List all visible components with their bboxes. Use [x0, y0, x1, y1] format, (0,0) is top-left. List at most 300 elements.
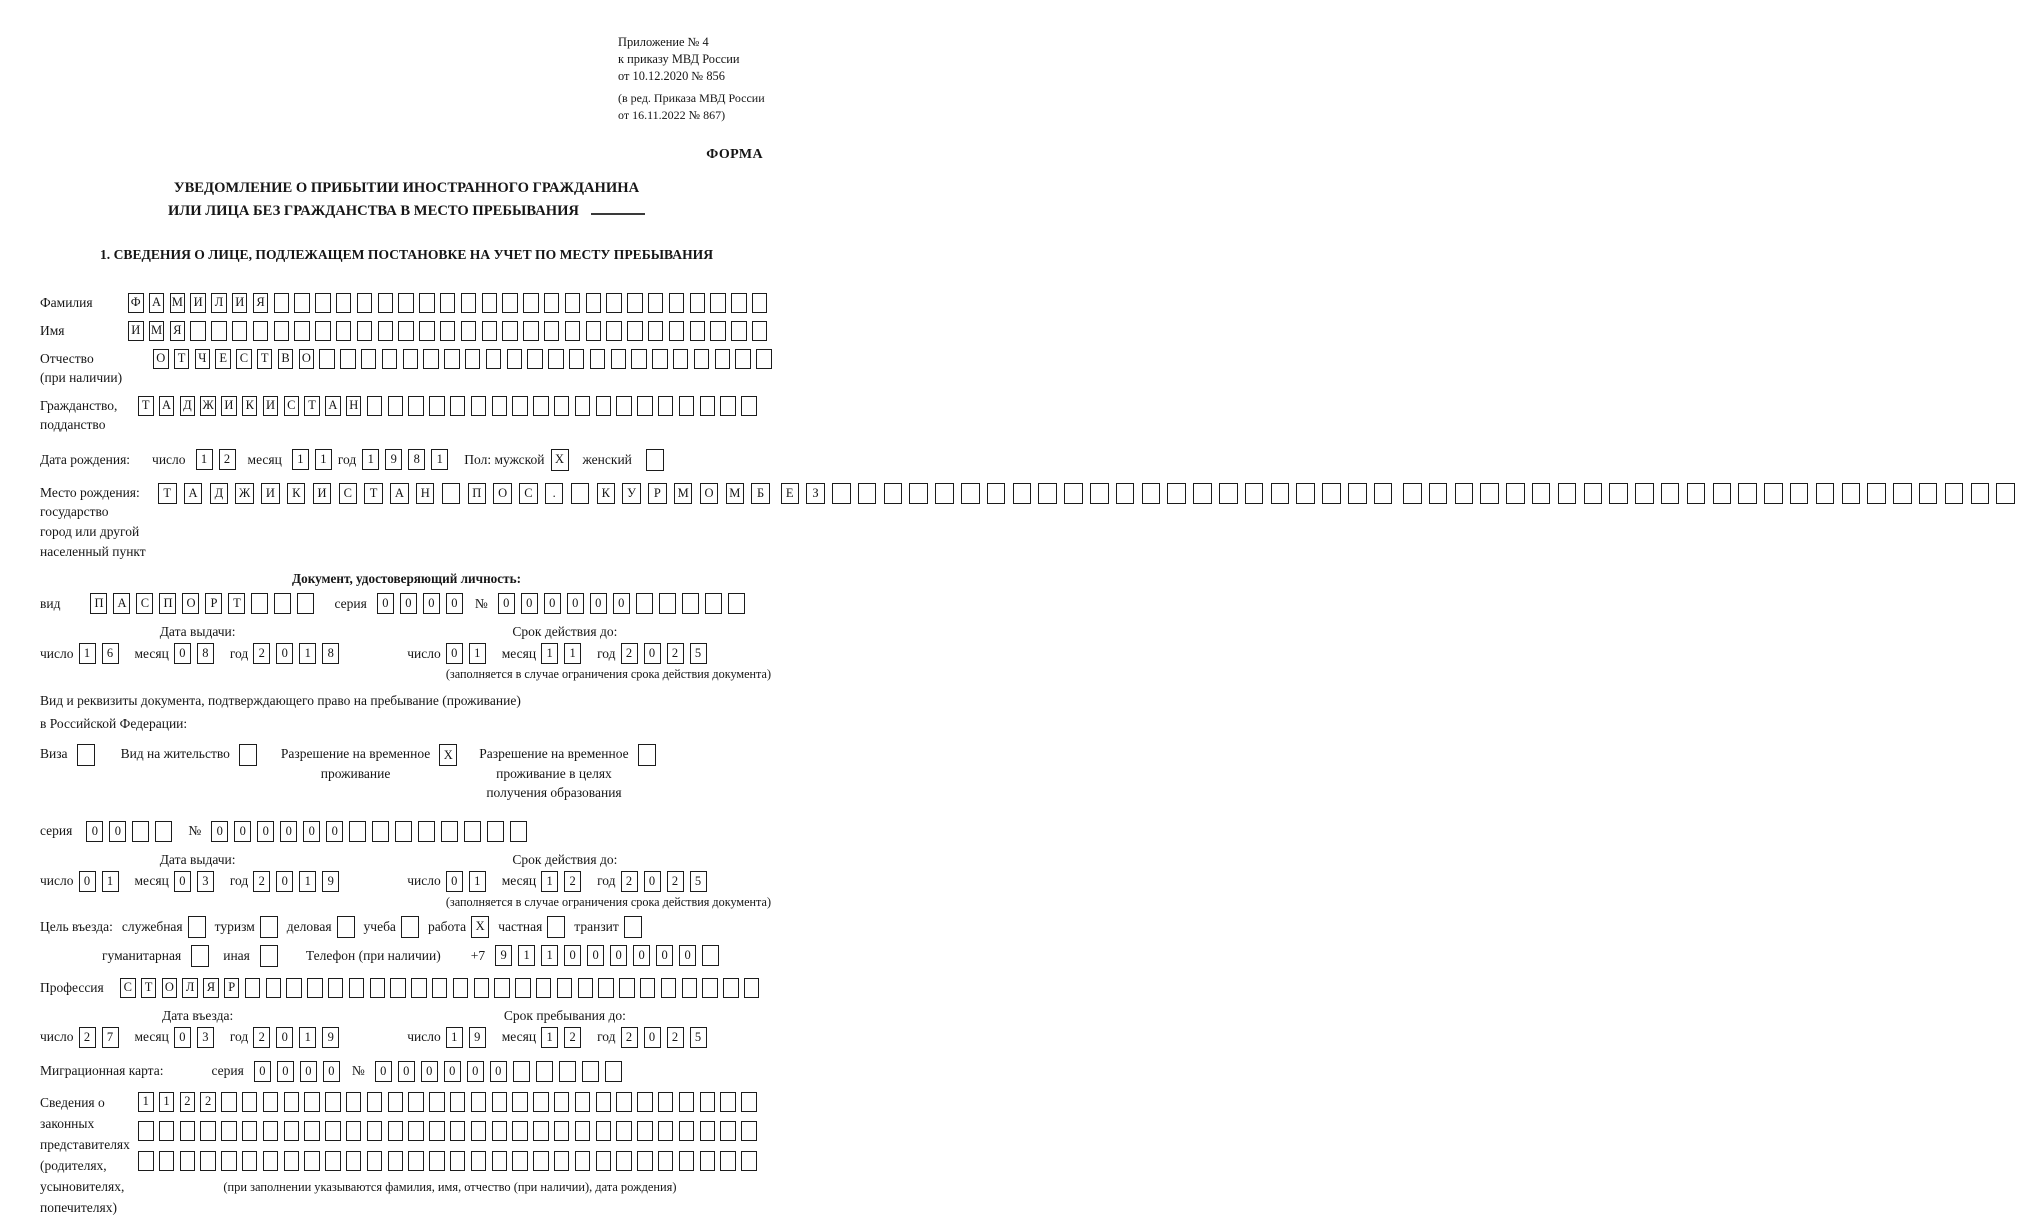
char-cell[interactable]: [450, 1151, 466, 1171]
char-cell[interactable]: 0: [446, 593, 463, 614]
char-cell[interactable]: [575, 396, 591, 416]
char-cell[interactable]: [679, 396, 695, 416]
char-cell[interactable]: 0: [303, 821, 320, 842]
char-cell[interactable]: [510, 821, 527, 842]
char-cell[interactable]: [1506, 483, 1525, 504]
char-cell[interactable]: [411, 978, 427, 998]
char-cell[interactable]: [440, 293, 456, 313]
char-cell[interactable]: [559, 1061, 576, 1082]
char-cell[interactable]: 9: [322, 871, 339, 892]
char-cell[interactable]: [596, 1121, 612, 1141]
char-cell[interactable]: [596, 1151, 612, 1171]
char-cell[interactable]: [582, 1061, 599, 1082]
char-cell[interactable]: [388, 396, 404, 416]
char-cell[interactable]: .: [545, 483, 564, 504]
char-cell[interactable]: [533, 396, 549, 416]
char-cell[interactable]: К: [242, 396, 258, 416]
char-cell[interactable]: [527, 349, 543, 369]
char-cell[interactable]: [315, 321, 331, 341]
char-cell[interactable]: [378, 293, 394, 313]
char-cell[interactable]: 1: [518, 945, 535, 966]
char-cell[interactable]: О: [153, 349, 169, 369]
char-cell[interactable]: [590, 349, 606, 369]
char-cell[interactable]: [669, 321, 685, 341]
char-cell[interactable]: [253, 321, 269, 341]
char-cell[interactable]: 1: [469, 871, 486, 892]
char-cell[interactable]: [191, 945, 209, 967]
char-cell[interactable]: Д: [210, 483, 229, 504]
char-cell[interactable]: [328, 978, 344, 998]
char-cell[interactable]: 1: [315, 449, 332, 470]
char-cell[interactable]: [741, 1092, 757, 1112]
char-cell[interactable]: [659, 593, 676, 614]
char-cell[interactable]: [710, 321, 726, 341]
char-cell[interactable]: Б: [751, 483, 770, 504]
char-cell[interactable]: [211, 321, 227, 341]
char-cell[interactable]: [180, 1151, 196, 1171]
char-cell[interactable]: [715, 349, 731, 369]
char-cell[interactable]: [492, 396, 508, 416]
char-cell[interactable]: [482, 321, 498, 341]
char-cell[interactable]: 1: [541, 871, 558, 892]
char-cell[interactable]: И: [221, 396, 237, 416]
char-cell[interactable]: [596, 1092, 612, 1112]
char-cell[interactable]: 0: [544, 593, 561, 614]
char-cell[interactable]: И: [128, 321, 144, 341]
char-cell[interactable]: [442, 483, 461, 504]
char-cell[interactable]: [502, 293, 518, 313]
char-cell[interactable]: 2: [253, 871, 270, 892]
char-cell[interactable]: 2: [667, 1027, 684, 1048]
char-cell[interactable]: [408, 1151, 424, 1171]
char-cell[interactable]: [251, 593, 268, 614]
char-cell[interactable]: 1: [541, 643, 558, 664]
char-cell[interactable]: 2: [79, 1027, 96, 1048]
char-cell[interactable]: [221, 1121, 237, 1141]
char-cell[interactable]: [388, 1151, 404, 1171]
char-cell[interactable]: [260, 945, 278, 967]
char-cell[interactable]: [631, 349, 647, 369]
char-cell[interactable]: 2: [564, 1027, 581, 1048]
char-cell[interactable]: З: [806, 483, 825, 504]
char-cell[interactable]: [346, 1092, 362, 1112]
char-cell[interactable]: [735, 349, 751, 369]
char-cell[interactable]: С: [120, 978, 136, 998]
char-cell[interactable]: И: [232, 293, 248, 313]
char-cell[interactable]: Т: [304, 396, 320, 416]
char-cell[interactable]: [408, 396, 424, 416]
char-cell[interactable]: [679, 1092, 695, 1112]
char-cell[interactable]: [1219, 483, 1238, 504]
char-cell[interactable]: Р: [224, 978, 240, 998]
char-cell[interactable]: [624, 916, 642, 938]
char-cell[interactable]: [616, 1121, 632, 1141]
char-cell[interactable]: [1167, 483, 1186, 504]
char-cell[interactable]: [200, 1151, 216, 1171]
char-cell[interactable]: [159, 1121, 175, 1141]
char-cell[interactable]: [441, 821, 458, 842]
char-cell[interactable]: [159, 1151, 175, 1171]
char-cell[interactable]: [361, 349, 377, 369]
char-cell[interactable]: 8: [408, 449, 425, 470]
char-cell[interactable]: [1661, 483, 1680, 504]
char-cell[interactable]: [1764, 483, 1783, 504]
char-cell[interactable]: [242, 1151, 258, 1171]
char-cell[interactable]: [1971, 483, 1990, 504]
char-cell[interactable]: [700, 1092, 716, 1112]
char-cell[interactable]: [1635, 483, 1654, 504]
char-cell[interactable]: С: [136, 593, 153, 614]
char-cell[interactable]: О: [182, 593, 199, 614]
char-cell[interactable]: 3: [197, 1027, 214, 1048]
char-cell[interactable]: 9: [495, 945, 512, 966]
char-cell[interactable]: 5: [690, 871, 707, 892]
char-cell[interactable]: 0: [174, 1027, 191, 1048]
char-cell[interactable]: [1558, 483, 1577, 504]
char-cell[interactable]: [575, 1121, 591, 1141]
char-cell[interactable]: [395, 821, 412, 842]
char-cell[interactable]: [832, 483, 851, 504]
char-cell[interactable]: 2: [180, 1092, 196, 1112]
char-cell[interactable]: [245, 978, 261, 998]
char-cell[interactable]: [720, 396, 736, 416]
char-cell[interactable]: 0: [446, 871, 463, 892]
char-cell[interactable]: И: [263, 396, 279, 416]
char-cell[interactable]: [616, 1151, 632, 1171]
char-cell[interactable]: [378, 321, 394, 341]
char-cell[interactable]: 0: [644, 643, 661, 664]
char-cell[interactable]: [1374, 483, 1393, 504]
char-cell[interactable]: 0: [610, 945, 627, 966]
char-cell[interactable]: [652, 349, 668, 369]
char-cell[interactable]: [372, 821, 389, 842]
char-cell[interactable]: [304, 1121, 320, 1141]
char-cell[interactable]: Е: [215, 349, 231, 369]
char-cell[interactable]: [673, 349, 689, 369]
char-cell[interactable]: [578, 978, 594, 998]
char-cell[interactable]: 1: [299, 871, 316, 892]
char-cell[interactable]: 0: [444, 1061, 461, 1082]
char-cell[interactable]: [242, 1092, 258, 1112]
char-cell[interactable]: [1038, 483, 1057, 504]
char-cell[interactable]: [398, 321, 414, 341]
char-cell[interactable]: [294, 321, 310, 341]
char-cell[interactable]: [486, 349, 502, 369]
char-cell[interactable]: [357, 293, 373, 313]
char-cell[interactable]: [536, 978, 552, 998]
char-cell[interactable]: [1996, 483, 2015, 504]
char-cell[interactable]: У: [622, 483, 641, 504]
char-cell[interactable]: 0: [521, 593, 538, 614]
char-cell[interactable]: [648, 293, 664, 313]
char-cell[interactable]: [429, 396, 445, 416]
char-cell[interactable]: [471, 1092, 487, 1112]
char-cell[interactable]: [1893, 483, 1912, 504]
char-cell[interactable]: Н: [416, 483, 435, 504]
char-cell[interactable]: 2: [253, 1027, 270, 1048]
char-cell[interactable]: [756, 349, 772, 369]
char-cell[interactable]: [586, 293, 602, 313]
char-cell[interactable]: [720, 1151, 736, 1171]
char-cell[interactable]: Т: [158, 483, 177, 504]
char-cell[interactable]: [1271, 483, 1290, 504]
char-cell[interactable]: [616, 396, 632, 416]
char-cell[interactable]: 2: [621, 871, 638, 892]
char-cell[interactable]: [554, 1092, 570, 1112]
char-cell[interactable]: [565, 321, 581, 341]
char-cell[interactable]: М: [170, 293, 186, 313]
char-cell[interactable]: [640, 978, 656, 998]
char-cell[interactable]: [961, 483, 980, 504]
char-cell[interactable]: Ж: [200, 396, 216, 416]
char-cell[interactable]: [357, 321, 373, 341]
char-cell[interactable]: [337, 916, 355, 938]
char-cell[interactable]: А: [113, 593, 130, 614]
char-cell[interactable]: [284, 1151, 300, 1171]
char-cell[interactable]: [606, 321, 622, 341]
char-cell[interactable]: [512, 1092, 528, 1112]
char-cell[interactable]: 0: [423, 593, 440, 614]
char-cell[interactable]: [1816, 483, 1835, 504]
char-cell[interactable]: 8: [322, 643, 339, 664]
char-cell[interactable]: [349, 978, 365, 998]
char-cell[interactable]: А: [184, 483, 203, 504]
char-cell[interactable]: 0: [211, 821, 228, 842]
char-cell[interactable]: 0: [587, 945, 604, 966]
char-cell[interactable]: [1945, 483, 1964, 504]
char-cell[interactable]: 1: [446, 1027, 463, 1048]
char-cell[interactable]: 0: [421, 1061, 438, 1082]
char-cell[interactable]: [138, 1151, 154, 1171]
char-cell[interactable]: 0: [277, 1061, 294, 1082]
char-cell[interactable]: 0: [234, 821, 251, 842]
char-cell[interactable]: [1842, 483, 1861, 504]
char-cell[interactable]: [336, 293, 352, 313]
char-cell[interactable]: 2: [621, 643, 638, 664]
char-cell[interactable]: [492, 1121, 508, 1141]
char-cell[interactable]: 1: [431, 449, 448, 470]
char-cell[interactable]: [690, 293, 706, 313]
char-cell[interactable]: 0: [644, 871, 661, 892]
char-cell[interactable]: 9: [322, 1027, 339, 1048]
char-cell[interactable]: 0: [300, 1061, 317, 1082]
char-cell[interactable]: 1: [299, 643, 316, 664]
char-cell[interactable]: [319, 349, 335, 369]
char-cell[interactable]: С: [519, 483, 538, 504]
char-cell[interactable]: И: [261, 483, 280, 504]
char-cell[interactable]: [565, 293, 581, 313]
char-cell[interactable]: Т: [257, 349, 273, 369]
char-cell[interactable]: [679, 1151, 695, 1171]
char-cell[interactable]: [1867, 483, 1886, 504]
char-cell[interactable]: 9: [469, 1027, 486, 1048]
char-cell[interactable]: Р: [648, 483, 667, 504]
char-cell[interactable]: 5: [690, 643, 707, 664]
char-cell[interactable]: [132, 821, 149, 842]
char-cell[interactable]: [138, 1121, 154, 1141]
char-cell[interactable]: Н: [346, 396, 362, 416]
char-cell[interactable]: [638, 744, 656, 766]
char-cell[interactable]: [1429, 483, 1448, 504]
char-cell[interactable]: 0: [79, 871, 96, 892]
char-cell[interactable]: [741, 1151, 757, 1171]
char-cell[interactable]: [450, 1092, 466, 1112]
char-cell[interactable]: [284, 1121, 300, 1141]
char-cell[interactable]: [700, 1121, 716, 1141]
char-cell[interactable]: [408, 1092, 424, 1112]
char-cell[interactable]: [401, 916, 419, 938]
char-cell[interactable]: 0: [280, 821, 297, 842]
char-cell[interactable]: [586, 321, 602, 341]
char-cell[interactable]: [239, 744, 257, 766]
char-cell[interactable]: [606, 293, 622, 313]
char-cell[interactable]: 0: [633, 945, 650, 966]
char-cell[interactable]: [429, 1092, 445, 1112]
char-cell[interactable]: М: [149, 321, 165, 341]
char-cell[interactable]: [1790, 483, 1809, 504]
char-cell[interactable]: 0: [323, 1061, 340, 1082]
char-cell[interactable]: Р: [205, 593, 222, 614]
char-cell[interactable]: [909, 483, 928, 504]
char-cell[interactable]: [557, 978, 573, 998]
char-cell[interactable]: 0: [564, 945, 581, 966]
char-cell[interactable]: [1919, 483, 1938, 504]
char-cell[interactable]: [346, 1151, 362, 1171]
char-cell[interactable]: [221, 1092, 237, 1112]
char-cell[interactable]: [294, 293, 310, 313]
char-cell[interactable]: 1: [469, 643, 486, 664]
char-cell[interactable]: 0: [174, 643, 191, 664]
char-cell[interactable]: [648, 321, 664, 341]
char-cell[interactable]: Ч: [195, 349, 211, 369]
char-cell[interactable]: [1142, 483, 1161, 504]
char-cell[interactable]: [658, 396, 674, 416]
char-cell[interactable]: 0: [644, 1027, 661, 1048]
char-cell[interactable]: С: [339, 483, 358, 504]
char-cell[interactable]: 0: [613, 593, 630, 614]
char-cell[interactable]: [336, 321, 352, 341]
char-cell[interactable]: [474, 978, 490, 998]
char-cell[interactable]: 1: [292, 449, 309, 470]
char-cell[interactable]: [731, 321, 747, 341]
char-cell[interactable]: [512, 396, 528, 416]
char-cell[interactable]: [471, 1121, 487, 1141]
char-cell[interactable]: [286, 978, 302, 998]
char-cell[interactable]: [723, 978, 739, 998]
char-cell[interactable]: И: [190, 293, 206, 313]
char-cell[interactable]: 1: [564, 643, 581, 664]
char-cell[interactable]: [575, 1092, 591, 1112]
char-cell[interactable]: 1: [79, 643, 96, 664]
char-cell[interactable]: [221, 1151, 237, 1171]
char-cell[interactable]: 2: [667, 871, 684, 892]
char-cell[interactable]: [720, 1121, 736, 1141]
char-cell[interactable]: [571, 483, 590, 504]
char-cell[interactable]: [637, 1121, 653, 1141]
char-cell[interactable]: К: [287, 483, 306, 504]
char-cell[interactable]: [884, 483, 903, 504]
char-cell[interactable]: [461, 321, 477, 341]
char-cell[interactable]: 0: [326, 821, 343, 842]
char-cell[interactable]: 2: [564, 871, 581, 892]
char-cell[interactable]: [513, 1061, 530, 1082]
char-cell[interactable]: П: [159, 593, 176, 614]
char-cell[interactable]: 2: [219, 449, 236, 470]
char-cell[interactable]: 0: [679, 945, 696, 966]
char-cell[interactable]: А: [149, 293, 165, 313]
char-cell[interactable]: Т: [141, 978, 157, 998]
char-cell[interactable]: [408, 1121, 424, 1141]
char-cell[interactable]: С: [236, 349, 252, 369]
char-cell[interactable]: [349, 821, 366, 842]
char-cell[interactable]: [190, 321, 206, 341]
char-cell[interactable]: 9: [385, 449, 402, 470]
char-cell[interactable]: [274, 593, 291, 614]
char-cell[interactable]: 2: [621, 1027, 638, 1048]
char-cell[interactable]: [702, 978, 718, 998]
char-cell[interactable]: О: [162, 978, 178, 998]
char-cell[interactable]: 0: [377, 593, 394, 614]
char-cell[interactable]: [274, 293, 290, 313]
char-cell[interactable]: [646, 449, 664, 471]
char-cell[interactable]: [77, 744, 95, 766]
char-cell[interactable]: [598, 978, 614, 998]
char-cell[interactable]: [744, 978, 760, 998]
char-cell[interactable]: Я: [203, 978, 219, 998]
char-cell[interactable]: [429, 1121, 445, 1141]
char-cell[interactable]: И: [313, 483, 332, 504]
char-cell[interactable]: [720, 1092, 736, 1112]
char-cell[interactable]: [1348, 483, 1367, 504]
char-cell[interactable]: [611, 349, 627, 369]
char-cell[interactable]: [661, 978, 677, 998]
char-cell[interactable]: [731, 293, 747, 313]
char-cell[interactable]: 0: [590, 593, 607, 614]
char-cell[interactable]: [263, 1151, 279, 1171]
char-cell[interactable]: 1: [541, 945, 558, 966]
char-cell[interactable]: 0: [276, 871, 293, 892]
char-cell[interactable]: М: [674, 483, 693, 504]
char-cell[interactable]: [461, 293, 477, 313]
char-cell[interactable]: [619, 978, 635, 998]
char-cell[interactable]: П: [90, 593, 107, 614]
char-cell[interactable]: X: [551, 449, 569, 471]
char-cell[interactable]: [423, 349, 439, 369]
char-cell[interactable]: А: [325, 396, 341, 416]
char-cell[interactable]: [1713, 483, 1732, 504]
char-cell[interactable]: [627, 293, 643, 313]
char-cell[interactable]: [536, 1061, 553, 1082]
char-cell[interactable]: 1: [159, 1092, 175, 1112]
char-cell[interactable]: [180, 1121, 196, 1141]
char-cell[interactable]: [304, 1092, 320, 1112]
char-cell[interactable]: [370, 978, 386, 998]
char-cell[interactable]: [482, 293, 498, 313]
char-cell[interactable]: [858, 483, 877, 504]
char-cell[interactable]: [260, 916, 278, 938]
char-cell[interactable]: [1013, 483, 1032, 504]
char-cell[interactable]: [492, 1151, 508, 1171]
char-cell[interactable]: [1584, 483, 1603, 504]
char-cell[interactable]: 0: [656, 945, 673, 966]
char-cell[interactable]: [627, 321, 643, 341]
char-cell[interactable]: [533, 1121, 549, 1141]
char-cell[interactable]: [636, 593, 653, 614]
char-cell[interactable]: X: [471, 916, 489, 938]
char-cell[interactable]: [1296, 483, 1315, 504]
char-cell[interactable]: [419, 293, 435, 313]
char-cell[interactable]: [155, 821, 172, 842]
